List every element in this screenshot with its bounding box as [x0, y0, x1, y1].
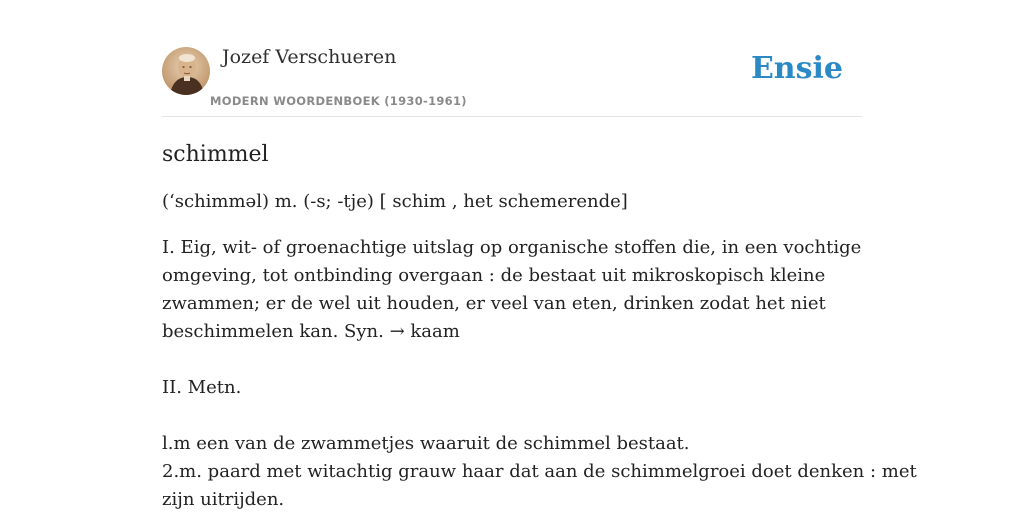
- sense-1-line: zwammen; er de wel uit houden, er veel van eten, drinken zodat het niet: [162, 293, 826, 314]
- entry-content: [162, 140, 917, 512]
- sense-2-heading: II. Metn.: [162, 377, 242, 398]
- ensie-logo[interactable]: Ensie: [750, 51, 843, 86]
- sense-1-line: omgeving, tot ontbinding overgaan : de bestaat uit mikroskopisch kleine: [162, 265, 826, 286]
- author-portrait-icon: [162, 47, 210, 95]
- sense-1-line: beschimmelen kan. Syn. → kaam: [162, 321, 460, 342]
- entry-headword: schimmel: [162, 142, 269, 167]
- spacer: [162, 346, 867, 374]
- sub-sense-1: l.m een van de zwammetjes waaruit de schimmel bestaat.: [162, 433, 690, 454]
- sense-1: [162, 234, 867, 346]
- sense-1-line: I. Eig, wit- of groenachtige uitslag op organische stoffen die, in een vochtige: [162, 237, 862, 258]
- sub-sense-2-line: 2.m. paard met witachtig grauw haar dat aan de schimmelgroei doet denken : met: [162, 461, 917, 482]
- header: [162, 0, 862, 117]
- sub-sense-2-line: zijn uitrijden.: [162, 489, 285, 510]
- entry-grammar: (ʻschimmǝl) m. (-s; -tje) [ schim , het schemerende]: [162, 191, 628, 212]
- author-name[interactable]: Jozef Verschueren: [222, 46, 397, 68]
- source-label[interactable]: MODERN WOORDENBOEK (1930-1961): [210, 94, 467, 108]
- author-avatar[interactable]: [162, 47, 210, 95]
- spacer: [162, 402, 867, 430]
